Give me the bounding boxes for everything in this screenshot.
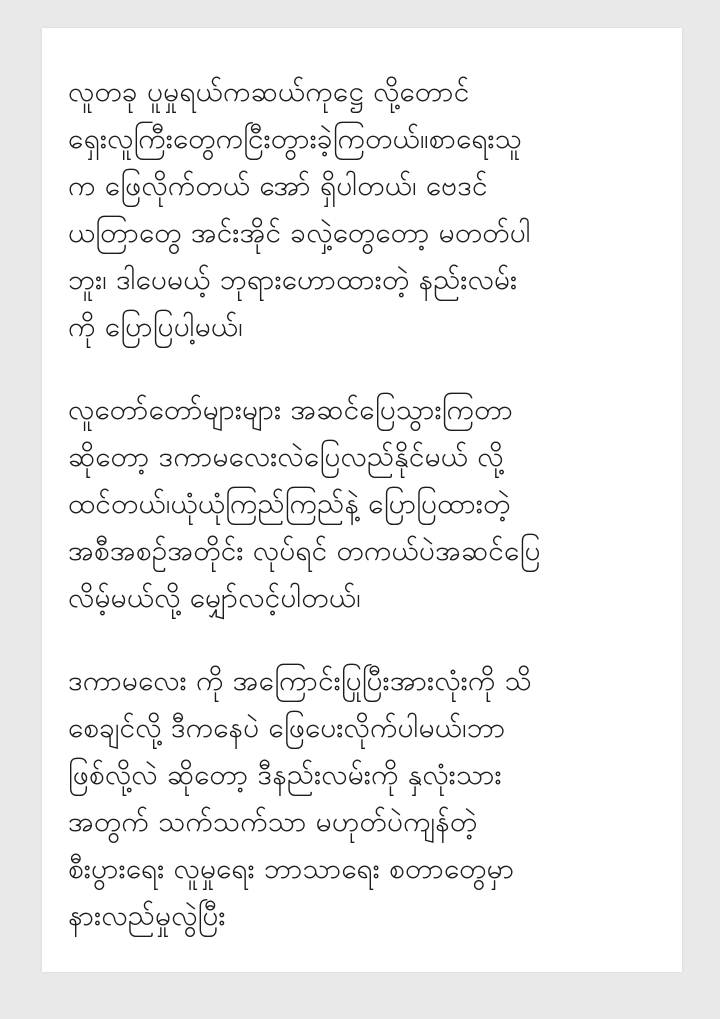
text-line: ထင်တယ်၊ယုံယုံကြည်ကြည်နဲ့ ပြောပြထားတဲ့ <box>68 487 511 520</box>
text-line: ကို ပြောပြပါ့မယ်၊ <box>68 310 243 343</box>
paragraph-1 <box>68 68 668 350</box>
text-line: နားလည်မှုလွဲပြီး <box>68 899 226 932</box>
paragraph-3 <box>68 657 668 939</box>
text-line: အတွက် သက်သက်သာ မဟုတ်ပဲကျန်တဲ့ <box>68 805 478 838</box>
text-line: လူတော်တော်များများ အဆင်ပြေသွားကြတာ <box>68 393 514 426</box>
text-line: လိမ့်မယ်လို့ မျှော်လင့်ပါတယ်၊ <box>68 581 361 614</box>
text-line: အစီအစဥ်အတိုင်း လုပ်ရင် တကယ်ပဲအဆင်ပြေ <box>68 534 541 567</box>
text-line: က ဖြေလိုက်တယ် အော် ရှိပါတယ်၊ ဗေဒင် <box>68 169 488 202</box>
document-page <box>42 28 682 972</box>
paragraph-2 <box>68 386 668 621</box>
text-line: လူတခု ပူမှုရယ်ကဆယ်ကုဋ္ဌေ လို့တောင် <box>68 75 470 108</box>
text-line: စေချင်လို့ ဒီကနေပဲ ဖြေပေးလိုက်ပါမယ်၊ဘာ <box>68 711 506 744</box>
text-line: စီးပွားရေး လူမှုရေး ဘာသာရေး စတာတွေမှာ <box>68 852 515 885</box>
text-line: ဆိုတော့ ဒကာမလေးလဲပြေလည်နိုင်မယ် လို့ <box>68 440 504 473</box>
text-line: ဒကာမလေး ကို အကြောင်းပြုပြီးအားလုံးကို သိ <box>68 664 532 697</box>
text-line: ယတြာတွေ အင်းအိုင် ခလှဲ့တွေတော့ မတတ်ပါ <box>68 216 531 249</box>
document-body <box>68 68 668 975</box>
text-line: ဘူး၊ ဒါပေမယ့် ဘုရားဟောထားတဲ့ နည်းလမ်း <box>68 263 518 296</box>
text-line: ရှေးလူကြီးတွေကငြီးတွားခဲ့ကြတယ်။စာရေးသူ <box>68 122 522 155</box>
text-line: ဖြစ်လို့လဲ ဆိုတော့ ဒီနည်းလမ်းကို နှလုံးသား <box>68 758 502 791</box>
